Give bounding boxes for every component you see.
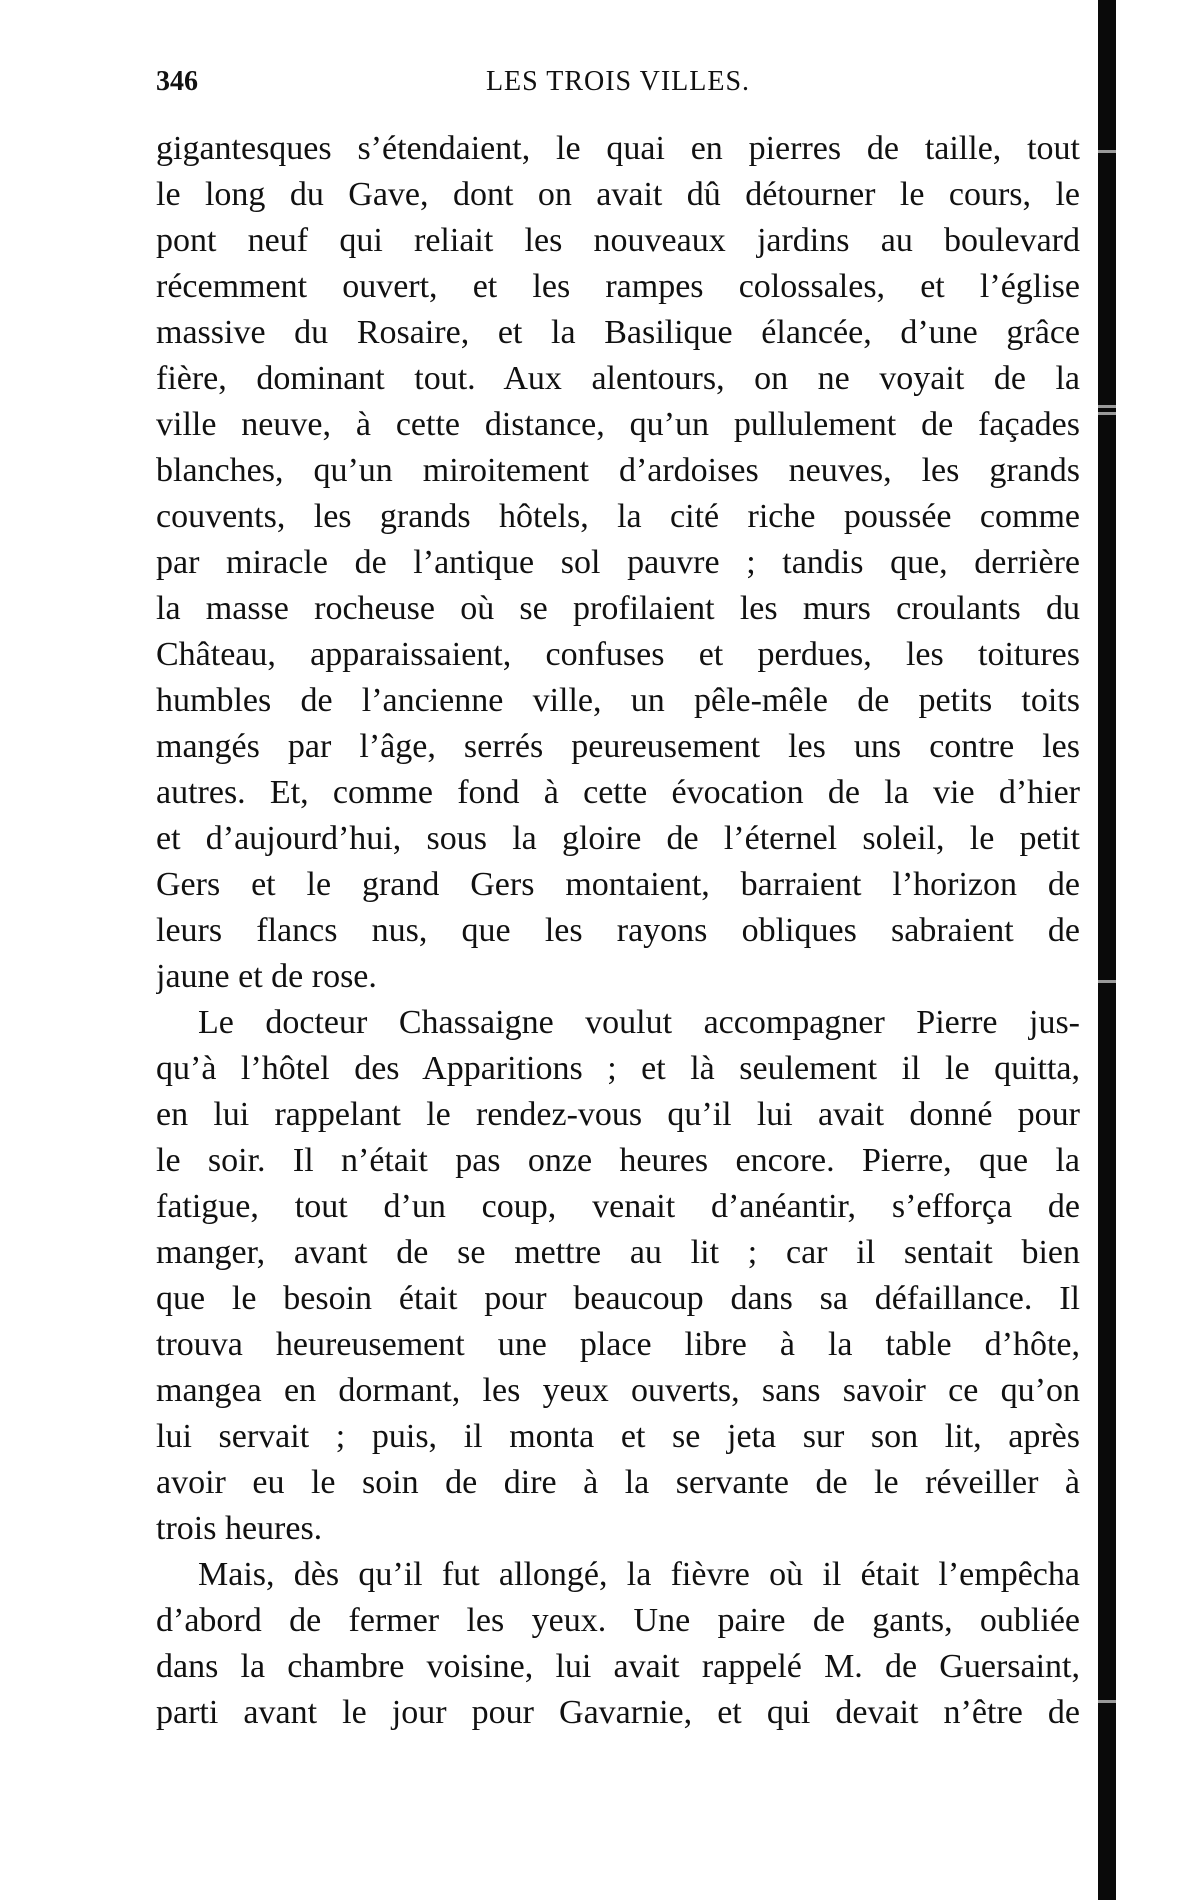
text-line: blanches, qu’un miroitement d’ardoises neuves, les grands (156, 452, 1080, 489)
text-line: avoir eu le soin de dire à la servante de le réveiller à (156, 1464, 1080, 1501)
text-line: fatigue, tout d’un coup, venait d’anéantir, s’efforça de (156, 1188, 1080, 1225)
text-line: humbles de l’ancienne ville, un pêle-mêle de petits toits (156, 682, 1080, 719)
text-line: jaune et de rose. (156, 958, 377, 995)
text-line: le long du Gave, dont on avait dû détourner le cours, le (156, 176, 1080, 213)
text-line: mangea en dormant, les yeux ouverts, sans savoir ce qu’on (156, 1372, 1080, 1409)
text-line: mangés par l’âge, serrés peureusement les uns contre les (156, 728, 1080, 765)
text-line: et d’aujourd’hui, sous la gloire de l’éternel soleil, le petit (156, 820, 1080, 857)
text-line: récemment ouvert, et les rampes colossales, et l’église (156, 268, 1080, 305)
body-text (156, 126, 1080, 1736)
text-line: dans la chambre voisine, lui avait rappelé M. de Guersaint, (156, 1648, 1080, 1685)
text-line: fière, dominant tout. Aux alentours, on ne voyait de la (156, 360, 1080, 397)
text-line: gigantesques s’étendaient, le quai en pierres de taille, tout (156, 130, 1080, 167)
text-line: ville neuve, à cette distance, qu’un pullulement de façades (156, 406, 1080, 443)
text-line: trois heures. (156, 1510, 323, 1547)
text-line: en lui rappelant le rendez-vous qu’il lui avait donné pour (156, 1096, 1080, 1133)
text-line: Gers et le grand Gers montaient, barraient l’horizon de (156, 866, 1080, 903)
text-line: qu’à l’hôtel des Apparitions ; et là seulement il le quitta, (156, 1050, 1080, 1087)
text-line: trouva heureusement une place libre à la table d’hôte, (156, 1326, 1080, 1363)
text-line: autres. Et, comme fond à cette évocation de la vie d’hier (156, 774, 1080, 811)
scan-binding-edge (1098, 0, 1116, 1900)
text-line: d’abord de fermer les yeux. Une paire de gants, oubliée (156, 1602, 1080, 1639)
text-line: par miracle de l’antique sol pauvre ; tandis que, derrière (156, 544, 1080, 581)
text-line: Château, apparaissaient, confuses et perdues, les toitures (156, 636, 1080, 673)
text-line: lui servait ; puis, il monta et se jeta sur son lit, après (156, 1418, 1080, 1455)
page-header (156, 66, 1080, 106)
text-line: parti avant le jour pour Gavarnie, et qui devait n’être de (156, 1694, 1080, 1731)
text-line: que le besoin était pour beaucoup dans sa défaillance. Il (156, 1280, 1080, 1317)
text-line: le soir. Il n’était pas onze heures encore. Pierre, que la (156, 1142, 1080, 1179)
text-line: pont neuf qui reliait les nouveaux jardins au boulevard (156, 222, 1080, 259)
text-line: la masse rocheuse où se profilaient les murs croulants du (156, 590, 1080, 627)
text-line: massive du Rosaire, et la Basilique élancée, d’une grâce (156, 314, 1080, 351)
text-line: Le docteur Chassaigne voulut accompagner Pierre jus- (198, 1004, 1080, 1041)
text-line: manger, avant de se mettre au lit ; car il sentait bien (156, 1234, 1080, 1271)
text-line: leurs flancs nus, que les rayons obliques sabraient de (156, 912, 1080, 949)
text-line: couvents, les grands hôtels, la cité riche poussée comme (156, 498, 1080, 535)
running-title: LES TROIS VILLES. (485, 66, 751, 97)
text-line: Mais, dès qu’il fut allongé, la fièvre où il était l’empêcha (198, 1556, 1080, 1593)
page-number: 346 (156, 66, 198, 97)
